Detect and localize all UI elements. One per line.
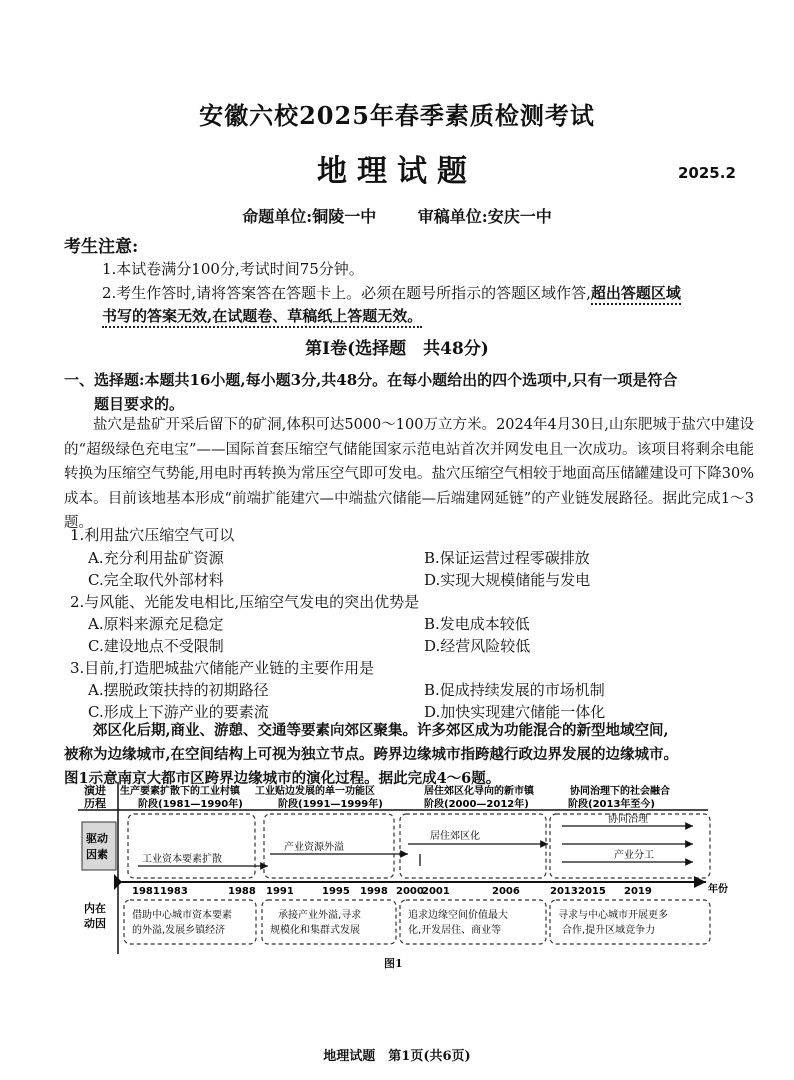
question-3-stem: 3.目前,打造肥城盐穴储能产业链的主要作用是	[70, 659, 375, 677]
section-instructions	[64, 368, 754, 416]
q1-option-a: A.充分利用盐矿资源	[88, 549, 224, 567]
year-2000: 2000	[396, 886, 424, 897]
stage-4-period: 阶段(2013年至今)	[568, 799, 655, 810]
year-1988: 1988	[228, 886, 256, 897]
driver-1: 工业资本要素扩散	[142, 854, 222, 865]
q2-option-a: A.原料来源充足稳定	[88, 615, 224, 633]
driver-3: 居住郊区化	[430, 831, 480, 842]
year-1998: 1998	[360, 886, 388, 897]
axis-unit: 年份	[708, 884, 728, 895]
year-2001: 2001	[422, 886, 450, 897]
year-2006: 2006	[492, 886, 520, 897]
driver-2: 产业资源外溢	[284, 842, 344, 853]
figure-caption: 图1	[384, 957, 403, 970]
motive-box-3	[400, 900, 546, 944]
passage-2-line-1: 郊区化后期,商业、游憩、交通等要素向郊区聚集。许多郊区成为功能混合的新型地域空间,	[93, 722, 669, 739]
notice-heading: 考生注意:	[64, 237, 139, 257]
motive-4-line-1: 寻求与中心城市开展更多	[558, 910, 668, 921]
motive-box-2	[262, 900, 396, 944]
notice-item-2-text: 2.考生作答时,请将答案答在答题卡上。必须在题号所指示的答题区域作答,	[102, 284, 591, 302]
section-line-2: 题目要求的。	[94, 395, 185, 413]
driver-4: 协同治理	[608, 814, 648, 825]
figure-1-diagram	[78, 782, 738, 954]
notice-item-2-emphasis-cont: 书写的答案无效,在试题卷、草稿纸上答题无效。	[102, 307, 422, 328]
stage-2-name: 工业贴边发展的单一功能区	[255, 786, 375, 797]
motive-box-4	[550, 900, 710, 944]
question-1-stem: 1.利用盐穴压缩空气可以	[70, 526, 235, 544]
year-2019: 2019	[624, 886, 652, 897]
row-label-1b: 历程	[84, 797, 106, 810]
stage-4-name: 协同治理下的社会融合	[570, 786, 670, 797]
notice-item-1: 1.本试卷满分100分,考试时间75分钟。	[102, 260, 364, 278]
year-1995: 1995	[322, 886, 350, 897]
stage-3-name: 居住郊区化导向的新市镇	[424, 786, 534, 797]
q2-option-d: D.经营风险较低	[424, 637, 531, 655]
motive-1-line-1: 借助中心城市资本要素	[132, 910, 232, 921]
year-1983: 1983	[160, 886, 188, 897]
year-1991: 1991	[266, 886, 294, 897]
stage-2-period: 阶段(1991—1999年)	[278, 799, 383, 810]
row-label-3b: 动因	[84, 917, 106, 930]
q2-option-c: C.建设地点不受限制	[88, 637, 224, 655]
q2-option-b: B.发电成本较低	[424, 615, 530, 633]
motive-1-line-2: 的外溢,发展乡镇经济	[132, 925, 226, 936]
motive-box-1	[124, 900, 256, 944]
passage-2-line-3: 图1示意南京大都市区跨界边缘城市的演化过程。据此完成4～6题。	[64, 770, 501, 787]
q3-option-d: D.加快实现建穴储能一体化	[424, 703, 606, 721]
motive-4-line-2: 合作,提升区域竞争力	[562, 925, 656, 936]
subject-title: 地理试题	[317, 154, 477, 189]
passage-1-text: 盐穴是盐矿开采后留下的矿洞,体积可达5000～100万立方米。2024年4月30日,山东肥城于盐穴中建设的“超级绿色充电宝”——国际首套压缩空气储能国家示范电站首次并网发电且一次成功。该项目将剩余电能转换为压缩空气势能,用电时再转换为常压空气即可发电。盐穴压缩空气相较于地面高压储罐建设可下降30%成本。目前该地基本形成“前端扩能建穴—中端盐穴储能—后端建网延链”的产业链发展路径。据此完成1～3题。	[64, 417, 754, 531]
motive-2-line-1: 承接产业外溢,寻求	[278, 910, 362, 921]
passage-1	[64, 413, 754, 536]
q3-option-a: A.摆脱政策扶持的初期路径	[88, 681, 269, 699]
part-heading: 第Ⅰ卷(选择题 共48分)	[305, 339, 489, 359]
proposer-unit: 命题单位:铜陵一中	[242, 207, 377, 226]
passage-2-line-2: 被称为边缘城市,在空间结构上可视为独立节点。跨界边缘城市指跨越行政边界发展的边缘城市。	[64, 746, 679, 763]
question-2-stem: 2.与风能、光能发电相比,压缩空气发电的突出优势是	[70, 593, 420, 611]
notice-item-2	[102, 282, 681, 303]
motive-2-line-2: 规模化和集群式发展	[270, 925, 360, 936]
row-label-3a: 内在	[84, 902, 106, 915]
passage-2	[64, 719, 754, 791]
notice-item-2-cont	[102, 305, 422, 326]
driver-label-box	[82, 822, 116, 870]
motive-3-line-1: 追求边缘空间价值最大	[408, 910, 508, 921]
stage-3-period: 阶段(2000—2012年)	[424, 799, 529, 810]
exam-date: 2025.2	[678, 164, 736, 182]
year-1981: 1981	[132, 886, 160, 897]
stage-1-name: 生产要素扩散下的工业村镇	[120, 786, 240, 797]
motive-3-line-2: 化,开发居住、商业等	[408, 925, 502, 936]
year-2013: 2013	[550, 886, 578, 897]
notice-item-2-emphasis: 超出答题区域	[591, 284, 681, 305]
exam-units	[0, 204, 794, 227]
q1-option-b: B.保证运营过程零碳排放	[424, 549, 590, 567]
page-footer: 地理试题 第1页(共6页)	[323, 1049, 471, 1064]
reviewer-unit: 审稿单位:安庆一中	[417, 207, 552, 226]
stage-1-box	[128, 814, 255, 878]
q1-option-d: D.实现大规模储能与发电	[424, 571, 591, 589]
row-label-2b: 因素	[86, 848, 108, 861]
year-2015: 2015	[578, 886, 606, 897]
driver-5: 产业分工	[614, 850, 654, 861]
q3-option-b: B.促成持续发展的市场机制	[424, 681, 605, 699]
q3-option-c: C.形成上下游产业的要素流	[88, 703, 269, 721]
stage-1-period: 阶段(1981—1990年)	[138, 799, 243, 810]
row-label-2a: 驱动	[86, 832, 108, 845]
row-label-1a: 演进	[84, 784, 106, 797]
exam-title: 安徽六校2025年春季素质检测考试	[199, 101, 595, 130]
section-line-1: 一、选择题:本题共16小题,每小题3分,共48分。在每小题给出的四个选项中,只有一项是符合	[64, 371, 678, 389]
stage-3-box	[400, 814, 546, 878]
q1-option-c: C.完全取代外部材料	[88, 571, 224, 589]
